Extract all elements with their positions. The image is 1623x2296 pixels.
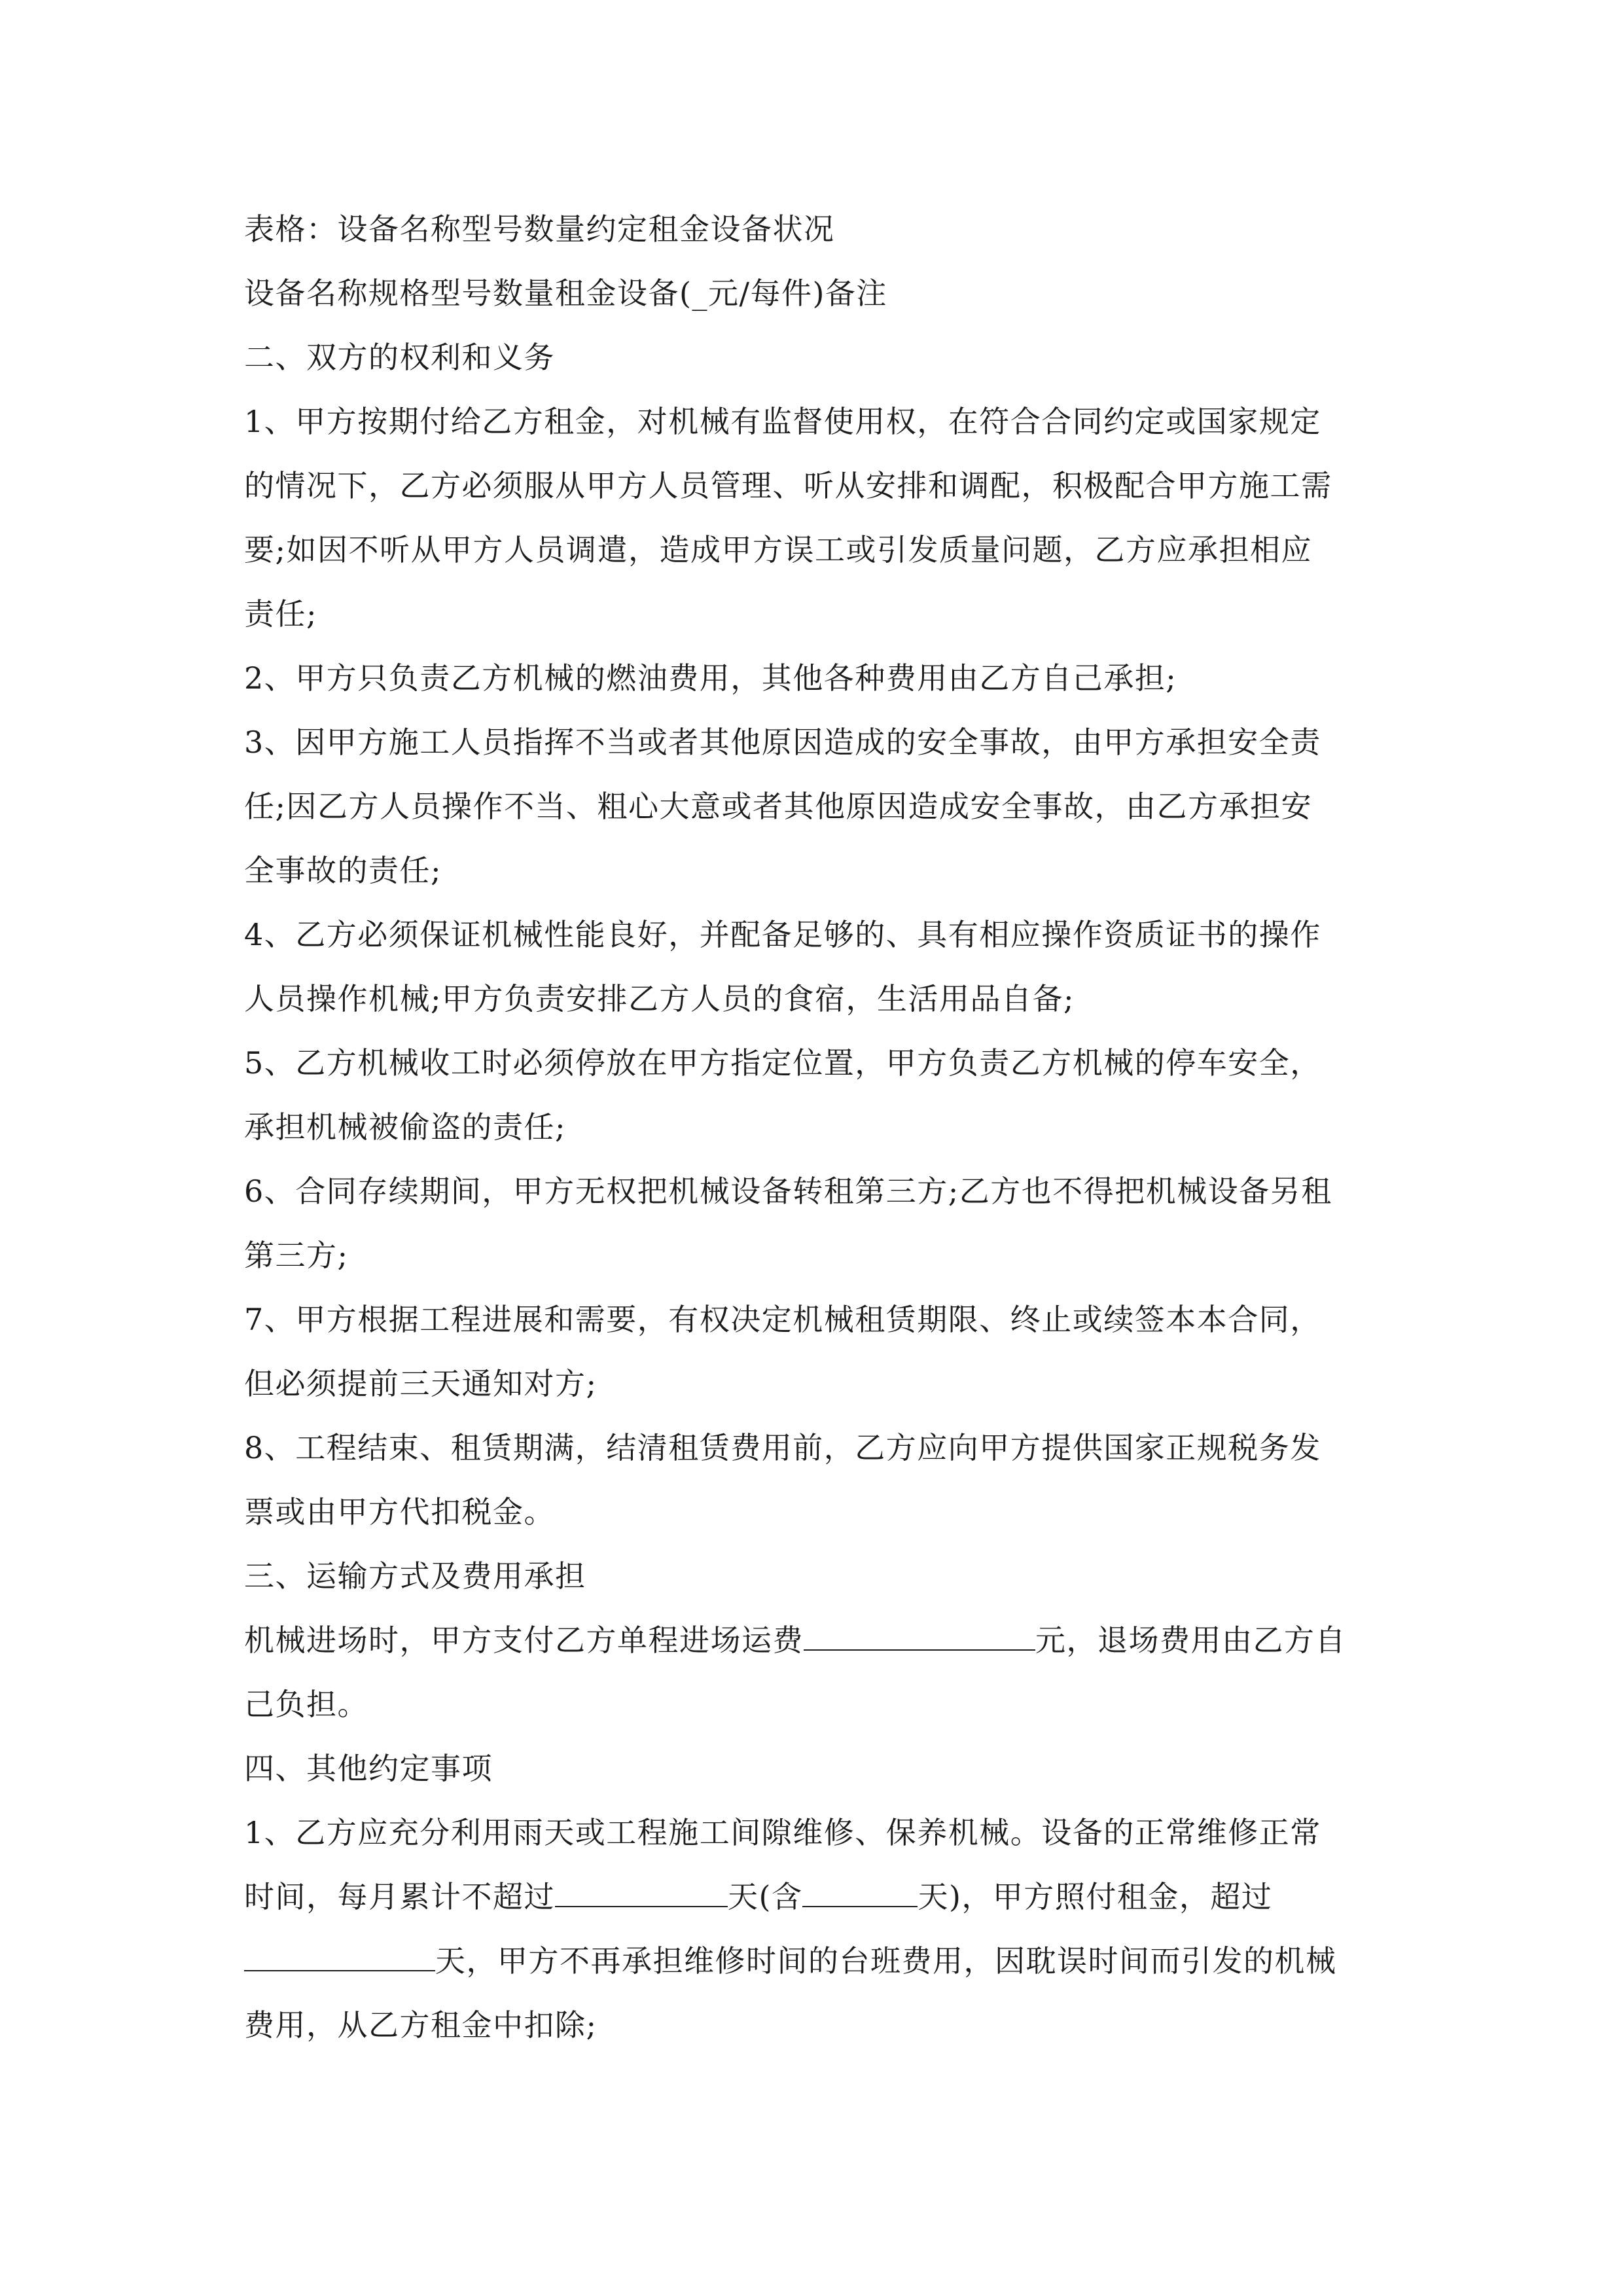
other-1-text-c: 天)，甲方照付租金，超过 <box>918 1879 1273 1914</box>
item-4-line-2: 人员操作机械;甲方负责安排乙方人员的食宿，生活用品自备; <box>244 981 1075 1016</box>
item-7-line-1: 7、甲方根据工程进展和需要，有权决定机械租赁期限、终止或续签本本合同， <box>244 1302 1321 1337</box>
exceed-days-blank[interactable] <box>244 1944 435 1971</box>
item-7-line-2: 但必须提前三天通知对方; <box>244 1366 597 1401</box>
item-6-line-1: 6、合同存续期间，甲方无权把机械设备转租第三方;乙方也不得把机械设备另租 <box>244 1174 1332 1209</box>
included-days-blank[interactable] <box>802 1880 918 1907</box>
transport-line-1 <box>244 1621 1346 1660</box>
section-4-title: 四、其他约定事项 <box>244 1751 493 1786</box>
other-1-line-1: 1、乙方应充分利用雨天或工程施工间隙维修、保养机械。设备的正常维修正常 <box>244 1815 1321 1850</box>
item-1-line-1: 1、甲方按期付给乙方租金，对机械有监督使用权，在符合合同约定或国家规定 <box>244 404 1321 439</box>
item-3-line-2: 任;因乙方人员操作不当、粗心大意或者其他原因造成安全事故，由乙方承担安 <box>244 789 1312 824</box>
item-5-line-2: 承担机械被偷盗的责任; <box>244 1109 566 1145</box>
item-8-line-1: 8、工程结束、租赁期满，结清租赁费用前，乙方应向甲方提供国家正规税务发 <box>244 1430 1321 1465</box>
item-1-line-2: 的情况下，乙方必须服从甲方人员管理、听从安排和调配，积极配合甲方施工需 <box>244 468 1332 503</box>
item-5-line-1: 5、乙方机械收工时必须停放在甲方指定位置，甲方负责乙方机械的停车安全， <box>244 1045 1321 1081</box>
transport-text-a: 机械进场时，甲方支付乙方单程进场运费 <box>244 1623 804 1658</box>
item-6-line-2: 第三方; <box>244 1238 349 1273</box>
item-3-line-1: 3、因甲方施工人员指挥不当或者其他原因造成的安全事故，由甲方承担安全责 <box>244 725 1321 760</box>
other-1-line-4: 费用，从乙方租金中扣除; <box>244 2007 597 2043</box>
item-2-line-1: 2、甲方只负责乙方机械的燃油费用，其他各种费用由乙方自己承担; <box>244 660 1177 696</box>
item-1-line-3: 要;如因不听从甲方人员调遣，造成甲方误工或引发质量问题，乙方应承担相应 <box>244 532 1312 567</box>
item-3-line-3: 全事故的责任; <box>244 853 442 888</box>
other-1-text-a: 时间，每月累计不超过 <box>244 1879 555 1914</box>
other-1-line-2 <box>244 1877 1272 1916</box>
other-1-text-d: 天，甲方不再承担维修时间的台班费用，因耽误时间而引发的机械 <box>435 1943 1337 1979</box>
table-header-line-2: 设备名称规格型号数量租金设备(_元/每件)备注 <box>244 276 887 311</box>
transport-line-2: 己负担。 <box>244 1687 368 1722</box>
table-header-line-1: 表格：设备名称型号数量约定租金设备状况 <box>244 211 835 247</box>
transport-fee-blank[interactable] <box>804 1623 1035 1651</box>
section-3-title: 三、运输方式及费用承担 <box>244 1558 586 1594</box>
item-4-line-1: 4、乙方必须保证机械性能良好，并配备足够的、具有相应操作资质证书的操作 <box>244 917 1321 952</box>
other-1-line-3 <box>244 1941 1337 1981</box>
section-2-title: 二、双方的权利和义务 <box>244 340 555 375</box>
transport-text-b: 元，退场费用由乙方自 <box>1035 1623 1346 1658</box>
max-days-blank[interactable] <box>555 1880 728 1907</box>
item-1-line-4: 责任; <box>244 596 317 632</box>
other-1-text-b: 天(含 <box>728 1879 803 1914</box>
item-8-line-2: 票或由甲方代扣税金。 <box>244 1494 555 1530</box>
